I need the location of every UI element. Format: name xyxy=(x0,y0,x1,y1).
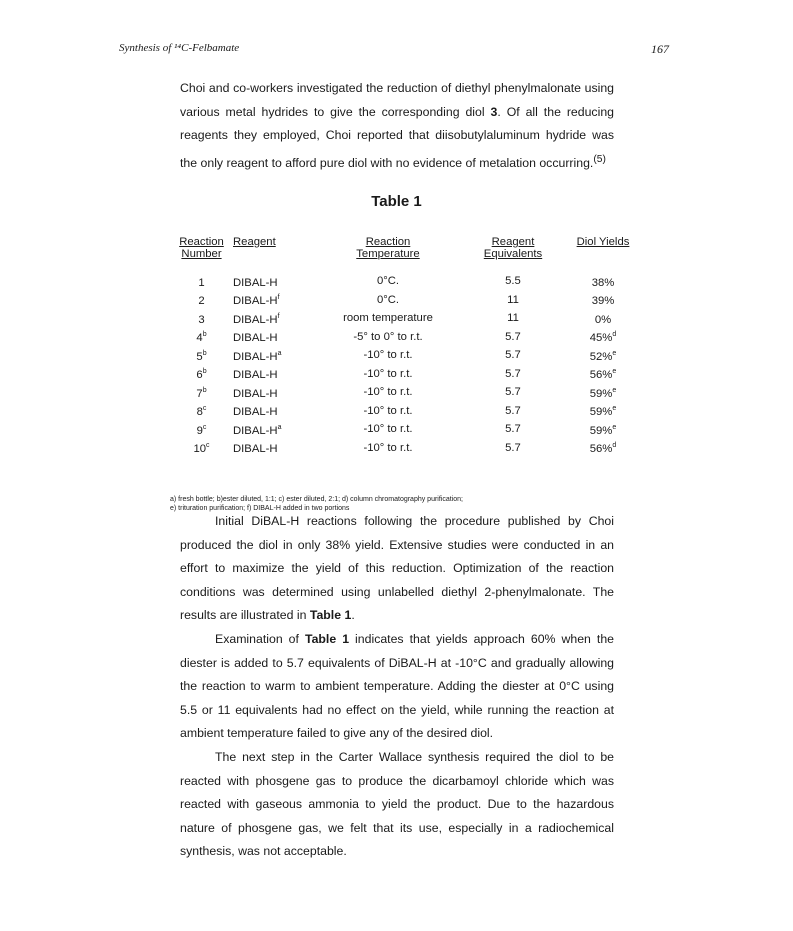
cell-temperature: -10° to r.t. xyxy=(363,349,413,362)
cell-reaction-number-footnote-marker: c xyxy=(202,423,207,431)
cell-yield: 59%$^e$ xyxy=(589,405,617,419)
cell-reaction-number: 8$^c$ xyxy=(196,405,207,419)
cell-reaction-number: 3 xyxy=(198,313,205,326)
intro-paragraph xyxy=(180,77,614,175)
cell-temperature: 0°C. xyxy=(376,275,400,288)
cell-yield-footnote-marker: e xyxy=(612,423,617,431)
table-row xyxy=(170,328,643,347)
reference-marker: (5) xyxy=(593,153,606,165)
results-table xyxy=(170,236,643,457)
cell-reagent: DIBAL-H xyxy=(233,387,278,400)
cell-reaction-number: 5$^b$ xyxy=(196,349,207,363)
cell-temperature: 0°C. xyxy=(376,293,400,306)
running-title: Synthesis of ¹⁴C-Felbamate xyxy=(119,42,240,54)
footnote-line-1: a) fresh bottle; b)ester diluted, 1:1; c) ester diluted, 2:1; d) column chromatography purification; xyxy=(170,496,463,503)
header-reaction-number: Reaction Number xyxy=(179,236,224,260)
cell-equivalents: 5.7 xyxy=(505,441,521,454)
cell-reaction-number-footnote-marker: b xyxy=(202,386,207,394)
page-number: 167 xyxy=(651,42,669,56)
table-row xyxy=(170,309,643,328)
cell-yield-footnote-marker: e xyxy=(612,386,617,394)
paragraph-4: The next step in the Carter Wallace synthesis required the diol to be reacted with phosgene gas to produce the dicarbamoyl chloride which was reacted with gaseous ammonia to yield the product. Due to the hazardous nature of phosgene gas, we felt that its use, especially in a radiochemical synthesis, was not acceptable. xyxy=(180,750,614,858)
table-row xyxy=(170,272,643,291)
cell-reagent-footnote-marker: f xyxy=(277,294,280,302)
compound-number: 3 xyxy=(490,104,498,119)
table-header-row xyxy=(170,236,643,272)
cell-reagent: DIBAL-$H^a$ xyxy=(233,349,282,363)
table-row xyxy=(170,420,643,439)
cell-temperature: room temperature xyxy=(343,312,433,325)
table-row xyxy=(170,383,643,402)
table-title: Table 1 xyxy=(371,193,422,210)
cell-reagent-footnote-marker: a xyxy=(277,423,282,431)
table-reference: Table 1 xyxy=(309,608,352,622)
cell-reaction-number: 1 xyxy=(198,276,205,289)
cell-temperature: -10° to r.t. xyxy=(363,423,413,436)
cell-yield-footnote-marker: e xyxy=(612,368,617,376)
cell-yield: 38% xyxy=(591,276,615,289)
cell-temperature: -10° to r.t. xyxy=(363,404,413,417)
footnote-line-2: e) trituration purification; f) DIBAL-H added in two portions xyxy=(170,505,350,512)
cell-equivalents: 5.7 xyxy=(505,367,521,380)
cell-equivalents: 11 xyxy=(507,293,519,306)
header-temperature: Reaction Temperature xyxy=(356,236,420,260)
cell-equivalents: 5.7 xyxy=(505,330,521,343)
table-row xyxy=(170,346,643,365)
cell-equivalents: 5.7 xyxy=(505,386,521,399)
cell-reaction-number-footnote-marker: b xyxy=(202,349,207,357)
paragraph-3: Examination of Table 1 indicates that yields approach 60% when the diester is added to 5.7 equivalents of DiBAL-H at -10°C and gradually allowing the reaction to warm to ambient temperature. Adding the diester at 0°C using 5.5 or 11 equivalents had no effect on the yield, while running the reaction at ambient temperature failed to give any of the desired diol. xyxy=(180,632,614,740)
table-row xyxy=(170,439,643,458)
cell-temperature: -10° to r.t. xyxy=(363,441,413,454)
cell-reagent: DIBAL-H xyxy=(233,369,278,382)
cell-reagent: DIBAL-H xyxy=(233,443,278,456)
cell-yield: 0% xyxy=(594,313,612,326)
cell-yield-footnote-marker: e xyxy=(612,405,617,413)
cell-reaction-number: 10$^c$ xyxy=(193,442,210,456)
cell-equivalents: 11 xyxy=(507,312,519,325)
cell-equivalents: 5.7 xyxy=(505,349,521,362)
cell-reagent-footnote-marker: a xyxy=(277,349,282,357)
cell-reaction-number: 6$^b$ xyxy=(196,368,207,382)
cell-yield: 39% xyxy=(591,295,615,308)
cell-yield: 45%$^d$ xyxy=(589,331,617,345)
intro-text-2: . Of all the reducing reagents they employed, Choi reported that diisobutylaluminum hydride was the only reagent to afford pure diol with no evidence of metalation occurring. xyxy=(180,104,614,170)
cell-reaction-number-footnote-marker: b xyxy=(202,368,207,376)
cell-reagent: DIBAL-$H^a$ xyxy=(233,423,282,437)
cell-yield: 52%$^e$ xyxy=(589,349,617,363)
cell-reagent: DIBAL-H xyxy=(233,332,278,345)
table-row xyxy=(170,402,643,421)
intro-text-1: Choi and co-workers investigated the reduction of diethyl phenylmalonate using various metal hydrides to give the corresponding diol xyxy=(180,81,614,119)
cell-equivalents: 5.7 xyxy=(505,423,521,436)
cell-reaction-number-footnote-marker: b xyxy=(202,331,207,339)
cell-equivalents: 5.7 xyxy=(505,404,521,417)
cell-temperature: -10° to r.t. xyxy=(363,367,413,380)
table-row xyxy=(170,291,643,310)
cell-reagent: DIBAL-$H^f$ xyxy=(233,294,280,308)
cell-temperature: -5° to 0° to r.t. xyxy=(353,330,423,343)
cell-yield-footnote-marker: d xyxy=(612,331,617,339)
cell-reagent: DIBAL-$H^f$ xyxy=(233,312,280,326)
cell-reagent: DIBAL-H xyxy=(233,276,278,289)
cell-temperature: -10° to r.t. xyxy=(363,386,413,399)
cell-reagent: DIBAL-H xyxy=(233,406,278,419)
cell-reaction-number: 9$^c$ xyxy=(196,423,207,437)
table-row xyxy=(170,365,643,384)
cell-reaction-number: 7$^b$ xyxy=(196,386,207,400)
header-equivalents: Reagent Equivalents xyxy=(483,236,543,260)
header-yields: Diol Yields xyxy=(576,236,630,248)
cell-yield-footnote-marker: e xyxy=(612,349,617,357)
cell-yield: 56%$^d$ xyxy=(589,442,617,456)
cell-yield-footnote-marker: d xyxy=(612,442,617,450)
header-reagent: Reagent xyxy=(233,236,276,248)
table-reference: Table 1 xyxy=(304,632,350,646)
cell-reaction-number-footnote-marker: c xyxy=(206,442,210,450)
cell-yield: 59%$^e$ xyxy=(589,423,617,437)
cell-reaction-number: 4$^b$ xyxy=(196,331,207,345)
cell-equivalents: 5.5 xyxy=(505,275,521,288)
cell-reaction-number-footnote-marker: c xyxy=(202,405,207,413)
cell-reaction-number: 2 xyxy=(198,295,205,308)
paragraph-2: Initial DiBAL-H reactions following the procedure published by Choi produced the diol in only 38% yield. Extensive studies were conducted in an effort to maximize the yield of this reduction. Optimization of the reaction conditions was determined using unlabelled diethyl 2-phenylmalonate. The results are illustrated in Table 1. xyxy=(180,514,614,622)
cell-yield: 56%$^e$ xyxy=(589,368,617,382)
cell-yield: 59%$^e$ xyxy=(589,386,617,400)
cell-reagent-footnote-marker: f xyxy=(277,312,280,320)
